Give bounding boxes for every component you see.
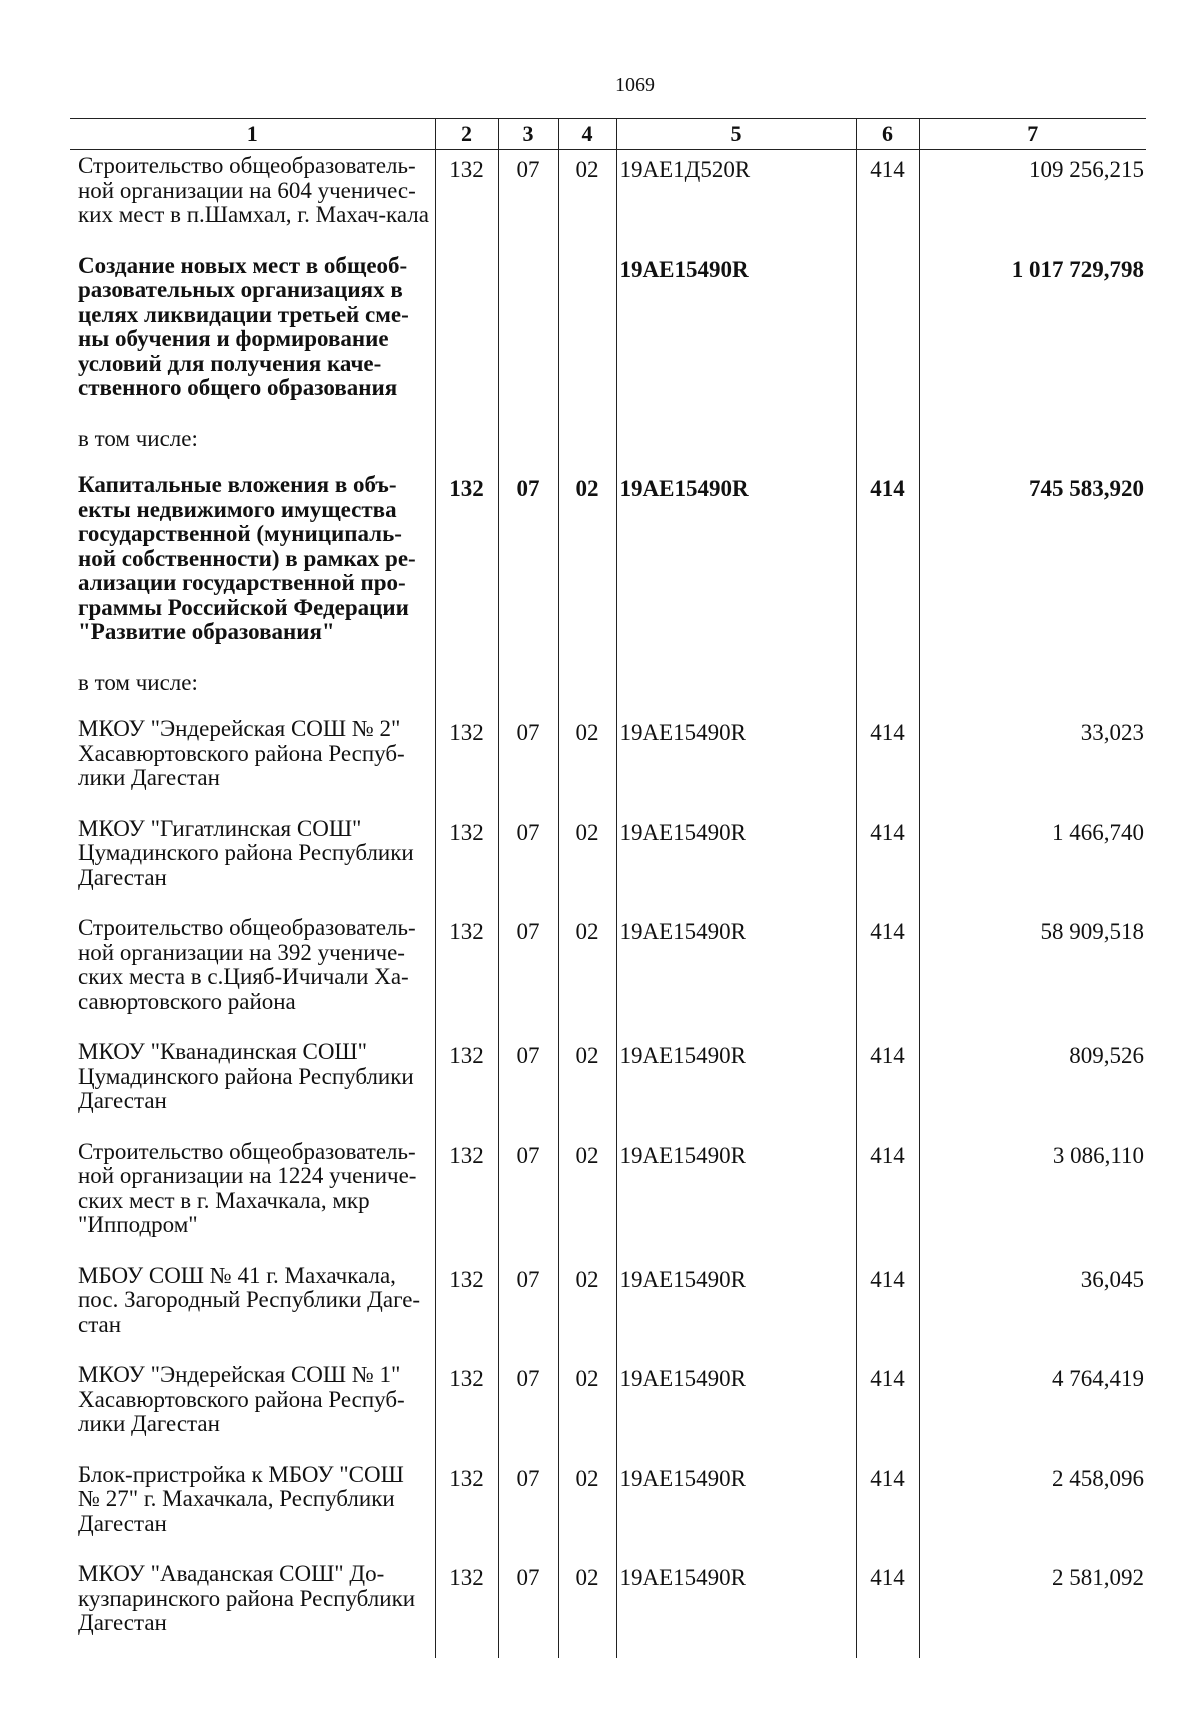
row-section: 07 [498, 1558, 558, 1658]
row-expense-type: 414 [856, 1136, 919, 1260]
row-expense-type: 414 [856, 1558, 919, 1658]
row-target-code: 19АЕ15490R [616, 1260, 856, 1360]
row-section [498, 423, 558, 470]
row-subsection: 02 [558, 1359, 616, 1459]
row-section: 07 [498, 813, 558, 913]
row-amount: 58 909,518 [919, 912, 1146, 1036]
table-row [70, 423, 1146, 470]
row-chapter: 132 [435, 150, 498, 250]
row-name: МБОУ СОШ № 41 г. Махачкала, пос. Загородный Республики Даге-стан [78, 1262, 421, 1337]
row-section: 07 [498, 1036, 558, 1136]
row-amount [919, 423, 1146, 470]
row-chapter: 132 [435, 713, 498, 813]
row-name: Строительство общеобразователь-ной организации на 1224 учениче-ских мест в г. Махачкала, мкр "Ипподром" [78, 1138, 417, 1237]
row-section: 07 [498, 713, 558, 813]
column-header-2: 2 [435, 119, 498, 150]
table-row [70, 150, 1146, 250]
row-chapter: 132 [435, 1459, 498, 1559]
row-chapter: 132 [435, 1036, 498, 1136]
column-header-4: 4 [558, 119, 616, 150]
table-row [70, 1359, 1146, 1459]
row-expense-type: 414 [856, 150, 919, 250]
row-target-code: 19АЕ15490R [616, 1136, 856, 1260]
row-section: 07 [498, 1459, 558, 1559]
row-expense-type: 414 [856, 1036, 919, 1136]
row-subsection [558, 423, 616, 470]
row-name: МКОУ "Гигатлинская СОШ" Цумадинского района Республики Дагестан [78, 815, 414, 890]
row-target-code [616, 423, 856, 470]
row-expense-type: 414 [856, 469, 919, 667]
table-body [70, 150, 1146, 1658]
column-header-5: 5 [616, 119, 856, 150]
row-target-code: 19АЕ15490R [616, 1558, 856, 1658]
row-section: 07 [498, 1136, 558, 1260]
row-target-code: 19АЕ15490R [616, 813, 856, 913]
row-subsection: 02 [558, 912, 616, 1036]
row-amount: 1 017 729,798 [919, 250, 1146, 423]
row-expense-type [856, 667, 919, 714]
row-name: в том числе: [78, 425, 198, 451]
row-expense-type: 414 [856, 713, 919, 813]
row-subsection: 02 [558, 713, 616, 813]
row-expense-type [856, 250, 919, 423]
row-name: МКОУ "Эндерейская СОШ № 2" Хасавюртовского района Респуб-лики Дагестан [78, 716, 405, 790]
row-section: 07 [498, 912, 558, 1036]
budget-table [70, 118, 1146, 1658]
row-subsection [558, 667, 616, 714]
row-name: Создание новых мест в общеоб-разовательных организациях в целях ликвидации третьей сме-ны обучения и формирование условий для получения каче-ственного общего образования [78, 252, 409, 400]
row-chapter: 132 [435, 1558, 498, 1658]
row-chapter [435, 423, 498, 470]
row-amount: 4 764,419 [919, 1359, 1146, 1459]
row-name: в том числе: [78, 669, 198, 695]
row-amount: 2 458,096 [919, 1459, 1146, 1559]
row-target-code [616, 667, 856, 714]
row-expense-type: 414 [856, 1260, 919, 1360]
row-expense-type: 414 [856, 1459, 919, 1559]
row-target-code: 19АЕ15490R [616, 1036, 856, 1136]
row-amount: 3 086,110 [919, 1136, 1146, 1260]
row-expense-type: 414 [856, 912, 919, 1036]
table-row [70, 713, 1146, 813]
row-amount: 2 581,092 [919, 1558, 1146, 1658]
table-row [70, 1260, 1146, 1360]
header-row [70, 119, 1146, 150]
row-expense-type: 414 [856, 1359, 919, 1459]
row-chapter: 132 [435, 912, 498, 1036]
table-row [70, 667, 1146, 714]
row-amount: 33,023 [919, 713, 1146, 813]
row-target-code: 19АЕ15490R [616, 1459, 856, 1559]
row-target-code: 19АЕ15490R [616, 912, 856, 1036]
row-subsection: 02 [558, 813, 616, 913]
row-expense-type: 414 [856, 813, 919, 913]
row-amount: 109 256,215 [919, 150, 1146, 250]
row-subsection: 02 [558, 150, 616, 250]
row-name: Блок-пристройка к МБОУ "СОШ № 27" г. Махачкала, Республики Дагестан [78, 1461, 404, 1536]
table-row [70, 1558, 1146, 1658]
row-subsection: 02 [558, 1459, 616, 1559]
column-header-6: 6 [856, 119, 919, 150]
row-name: МКОУ "Эндерейская СОШ № 1" Хасавюртовского района Респуб-лики Дагестан [78, 1362, 405, 1436]
row-amount: 745 583,920 [919, 469, 1146, 667]
table-row [70, 813, 1146, 913]
row-amount: 36,045 [919, 1260, 1146, 1360]
row-chapter: 132 [435, 1260, 498, 1360]
row-chapter [435, 667, 498, 714]
row-target-code: 19АЕ15490R [616, 250, 856, 423]
table-row [70, 1036, 1146, 1136]
table-row [70, 1136, 1146, 1260]
row-chapter: 132 [435, 1359, 498, 1459]
row-section: 07 [498, 469, 558, 667]
row-amount: 1 466,740 [919, 813, 1146, 913]
row-target-code: 19АЕ1Д520R [616, 150, 856, 250]
row-chapter: 132 [435, 469, 498, 667]
column-header-1: 1 [70, 119, 435, 150]
row-section: 07 [498, 150, 558, 250]
row-section [498, 250, 558, 423]
column-header-7: 7 [919, 119, 1146, 150]
row-name: Капитальные вложения в объ-екты недвижимого имущества государственной (муниципаль-ной собственности) в рамках ре-ализации государственной про-граммы Российской Федерации "Развитие образования" [78, 472, 416, 644]
table-row [70, 912, 1146, 1036]
row-section: 07 [498, 1260, 558, 1360]
row-amount: 809,526 [919, 1036, 1146, 1136]
row-subsection: 02 [558, 1036, 616, 1136]
row-target-code: 19АЕ15490R [616, 713, 856, 813]
row-name: Строительство общеобразователь-ной организации на 392 учениче-ских места в с.Цияб-Ичичали Ха-савюртовского района [78, 915, 416, 1014]
row-subsection: 02 [558, 1136, 616, 1260]
row-subsection: 02 [558, 1558, 616, 1658]
row-expense-type [856, 423, 919, 470]
row-name: МКОУ "Аваданская СОШ" До-кузпаринского района Республики Дагестан [78, 1561, 416, 1635]
row-subsection: 02 [558, 1260, 616, 1360]
row-chapter: 132 [435, 813, 498, 913]
row-target-code: 19АЕ15490R [616, 469, 856, 667]
table-row [70, 469, 1146, 667]
row-target-code: 19АЕ15490R [616, 1359, 856, 1459]
row-amount [919, 667, 1146, 714]
table-row [70, 250, 1146, 423]
column-header-3: 3 [498, 119, 558, 150]
table-row [70, 1459, 1146, 1559]
row-chapter: 132 [435, 1136, 498, 1260]
row-section: 07 [498, 1359, 558, 1459]
row-chapter [435, 250, 498, 423]
row-subsection: 02 [558, 469, 616, 667]
row-name: МКОУ "Кванадинская СОШ" Цумадинского района Республики Дагестан [78, 1039, 414, 1113]
row-subsection [558, 250, 616, 423]
row-name: Строительство общеобразователь-ной организации на 604 ученичес-ких мест в п.Шамхал, г. Махач-кала [78, 153, 429, 227]
row-section [498, 667, 558, 714]
page-number: 1069 [615, 74, 655, 96]
